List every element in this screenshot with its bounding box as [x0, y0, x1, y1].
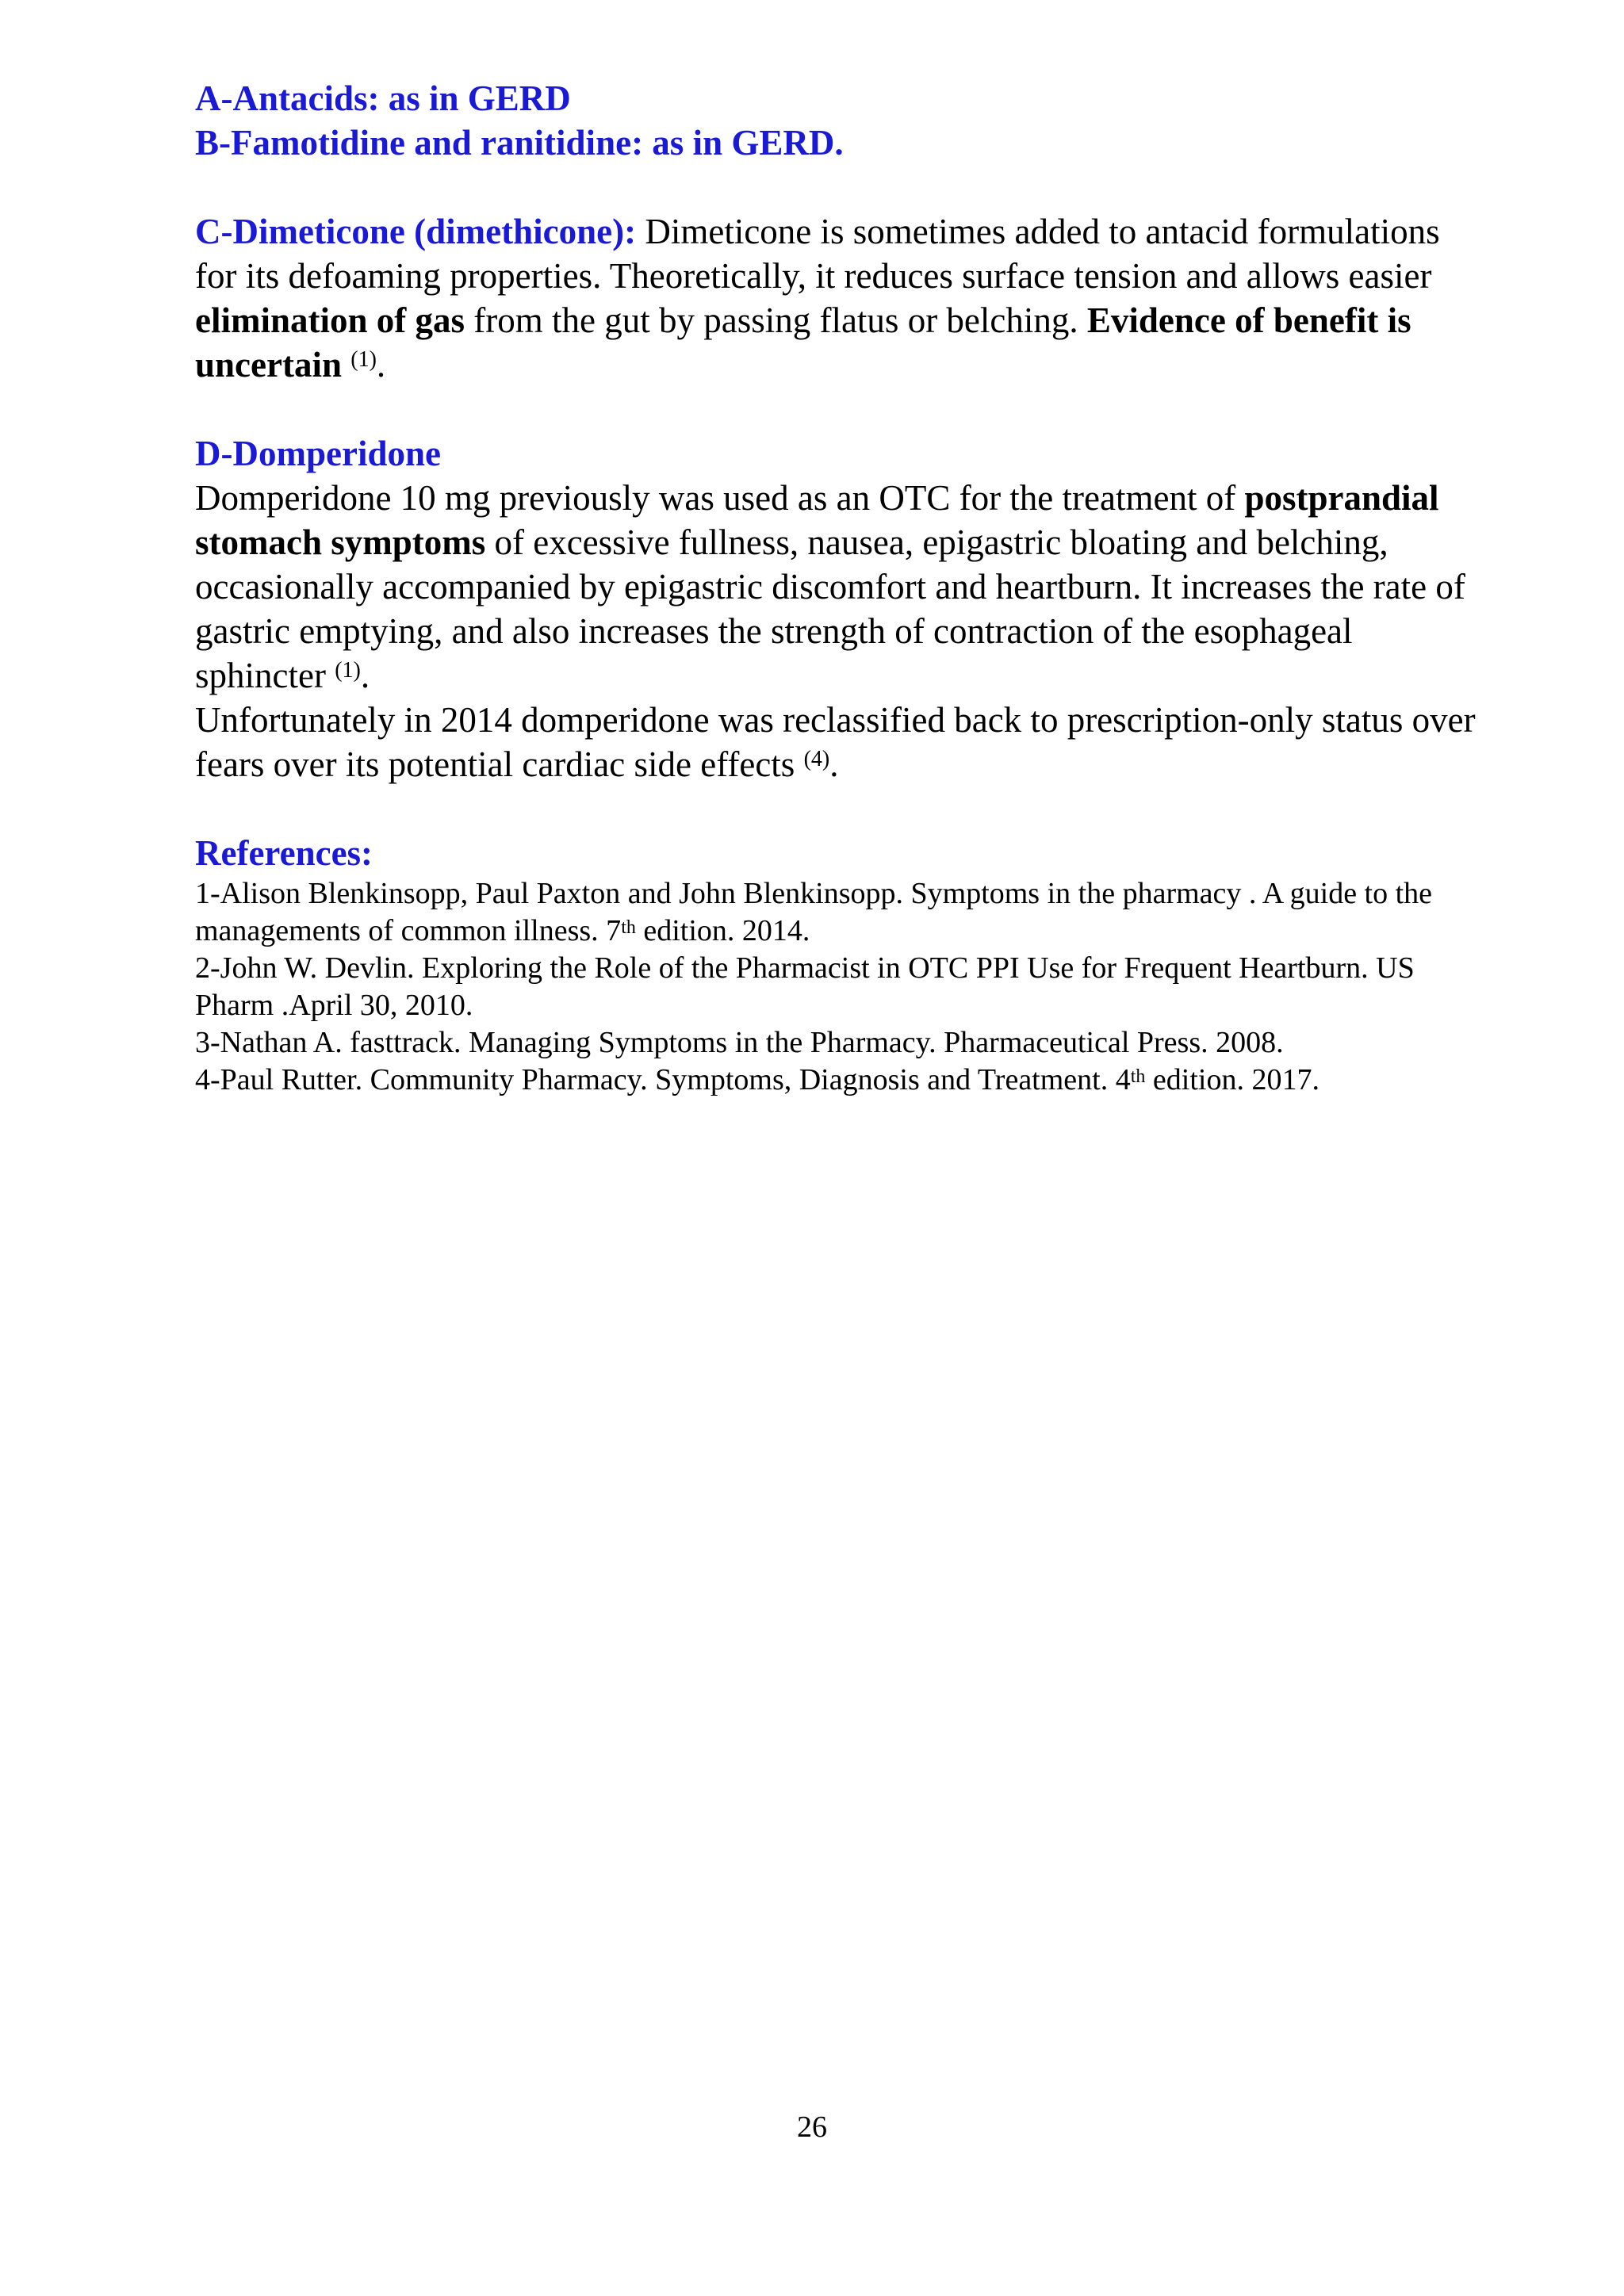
ordinal-suffix: th	[1130, 1066, 1146, 1087]
spacer	[195, 165, 1480, 209]
section-a-heading: A-Antacids: as in GERD	[195, 78, 571, 118]
section-d-paragraph-1	[195, 476, 1480, 698]
punctuation: .	[376, 345, 386, 385]
section-c-text: Dimeticone is sometimes added to antacid formulations for its defoaming properties. Theoretically, it reduces surface tension and allows easier	[195, 212, 1440, 296]
reference-item	[195, 1062, 1480, 1099]
section-c-bold-evidence: Evidence of benefit is uncertain	[195, 300, 1411, 385]
section-d-paragraph-2	[195, 698, 1480, 786]
section-d-text: of excessive fullness, nausea, epigastric bloating and belching, occasionally accompanied by epigastric discomfort and heartburn. It increases the rate of gastric emptying, and also increases the strength of contraction of the esophageal sphincter	[195, 522, 1465, 695]
citation-ref: (1)	[335, 658, 361, 683]
reference-text: 1-Alison Blenkinsopp, Paul Paxton and John Blenkinsopp. Symptoms in the pharmacy . A guide to the managements of common illness. 7	[195, 877, 1433, 947]
reference-text: 4-Paul Rutter. Community Pharmacy. Symptoms, Diagnosis and Treatment. 4	[195, 1063, 1131, 1096]
section-d-bold-symptoms: postprandial stomach symptoms	[195, 478, 1439, 562]
references-list	[195, 875, 1480, 1099]
section-b-heading: B-Famotidine and ranitidine: as in GERD.	[195, 123, 844, 163]
reference-item: 3-Nathan A. fasttrack. Managing Symptoms in the Pharmacy. Pharmaceutical Press. 2008.	[195, 1026, 1284, 1059]
section-c-heading: C-Dimeticone (dimethicone):	[195, 212, 637, 251]
section-d-heading: D-Domperidone	[195, 434, 441, 473]
reference-item	[195, 875, 1480, 950]
citation-ref: (4)	[803, 747, 830, 771]
reference-text: edition. 2014.	[635, 914, 810, 947]
references-heading: References:	[195, 833, 373, 873]
reference-text: edition. 2017.	[1145, 1063, 1320, 1096]
spacer	[195, 387, 1480, 431]
section-c-paragraph	[195, 209, 1480, 387]
section-d-text: Unfortunately in 2014 domperidone was reclassified back to prescription-only status over fears over its potential cardiac side effects	[195, 700, 1476, 784]
reference-item: 2-John W. Devlin. Exploring the Role of the Pharmacist in OTC PPI Use for Frequent Heartburn. US Pharm .April 30, 2010.	[195, 951, 1415, 1022]
page-content	[195, 76, 1480, 1099]
page-number: 26	[797, 2110, 827, 2144]
citation-ref: (1)	[350, 347, 377, 372]
section-c-bold-gas: elimination of gas	[195, 300, 465, 340]
section-c-text: from the gut by passing flatus or belching.	[465, 300, 1087, 340]
spacer	[195, 786, 1480, 831]
punctuation: .	[360, 656, 370, 695]
section-d-text: Domperidone 10 mg previously was used as an OTC for the treatment of	[195, 478, 1245, 518]
ordinal-suffix: th	[621, 917, 636, 938]
punctuation: .	[829, 744, 839, 784]
